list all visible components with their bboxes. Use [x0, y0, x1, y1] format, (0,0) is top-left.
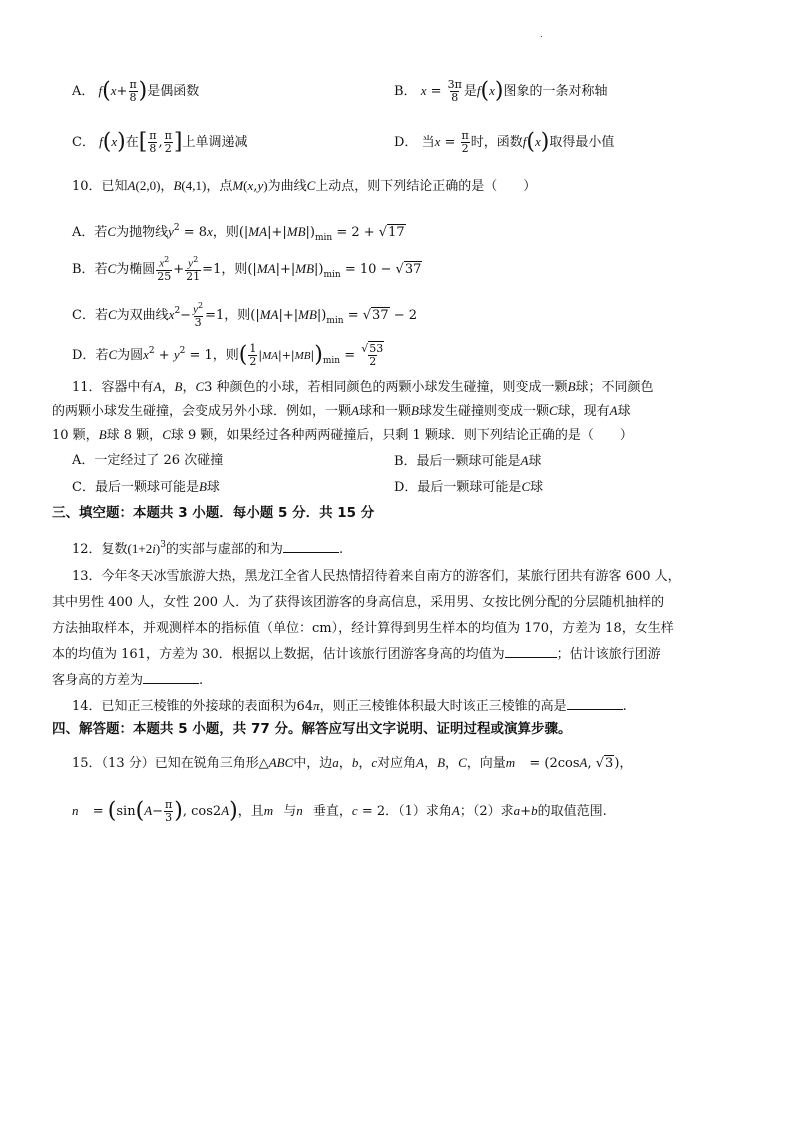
q12: 12．复数$(1+2i)^3$的实部与虚部的和为 .: [72, 540, 344, 557]
q10-option-a: A．若C为抛物线$y^2 = 8x$，则$(|MA|+|MB|)_{min} = 2 + √17$: [72, 223, 405, 243]
q15-line-2: n⃗ = (sin(A− $\frac{\pi}{3}$ ), cos2A)，且m⃗与n⃗垂直，c = 2．（1）求角A；（2）求a+b的取值范围.: [72, 798, 607, 824]
q9-option-b: B． x = $\frac{3\pi}{8}$ 是f(x)图象的一条对称轴: [394, 78, 608, 104]
q11-line-2: 的两颗小球发生碰撞，会变成另外小球．例如，一颗A球和一颗B球发生碰撞则变成一颗C球，现有A球: [52, 403, 631, 419]
q10-option-b: B．若C为椭圆 $\frac{x^2}{25}$ + $\frac{y^2}{21}$ =1，则$(|MA|+|MB|)_{min} = 10 - √37$: [72, 255, 422, 284]
q13-line-1: 13．今年冬天冰雪旅游大热，黑龙江全省人民热情招待着来自南方的游客们，某旅行团共有游客 600 人，: [72, 569, 681, 584]
q13-line-4: 本的均值为 161，方差为 30．根据以上数据，估计该旅行团游客身高的均值为 ；估计该旅行团游: [52, 647, 661, 662]
q9-option-c: C． f(x)在[ $\frac{\pi}{8}$ , $\frac{\pi}{2}$ ]上单调递减: [72, 129, 248, 155]
q10-option-c: C．若C为双曲线$x^2-$ $\frac{y^2}{3}$ =1，则$(|MA|+|MB|)_{min} = √37 - 2$: [72, 301, 418, 330]
q13-line-3: 方法抽取样本，并观测样本的指标值（单位：cm），经计算得到男生样本的均值为 170，方差为 18，女生样: [52, 621, 674, 636]
q11-option-a: A．一定经过了 26 次碰撞: [72, 453, 224, 468]
q11-option-d: D．最后一颗球可能是C球: [394, 479, 544, 495]
q11-option-b: B．最后一颗球可能是A球: [394, 453, 542, 469]
section-3-heading: 三、填空题：本题共 3 小题．每小题 5 分．共 15 分: [52, 505, 375, 521]
section-4-heading: 四、解答题：本题共 5 小题，共 77 分。解答应写出文字说明、证明过程或演算步骤。: [52, 721, 572, 737]
q13-line-5: 客身高的方差为 .: [52, 673, 204, 688]
q11-line-3: 10 颗，B球 8 颗，C球 9 颗，如果经过各种两两碰撞后，只剩 1 颗球．则下列结论正确的是（ ）: [52, 427, 633, 443]
q10-option-d: D．若C为圆$x^2 + y^2 = 1$，则( $\frac{1}{2}$ $|MA|+|MB|)_{min}$ = $\frac{√53}{2}$: [72, 342, 384, 368]
q11-line-1: 11．容器中有A，B，C3 种颜色的小球，若相同颜色的两颗小球发生碰撞，则变成一颗B球；不同颜色: [72, 379, 654, 395]
q10-stem: 10．已知A(2,0)，B(4,1)，点M(x,y)为曲线C上动点，则下列结论正确的是（ ）: [72, 178, 537, 194]
q9-option-d: D． 当x = $\frac{\pi}{2}$ 时，函数f(x)取得最小值: [394, 129, 615, 155]
q11-option-c: C．最后一颗球可能是B球: [72, 479, 220, 495]
q15-line-1: 15．（13 分）已知在锐角三角形△ABC中，边a，b，c对应角A，B，C，向量m⃗ = (2cosA, √3)，: [72, 755, 633, 771]
q9-option-a: A． f(x+ $\frac{\pi}{8}$ )是偶函数: [72, 78, 200, 104]
corner-mark: .: [540, 30, 543, 39]
q14: 14．已知正三棱锥的外接球的表面积为64π，则正三棱锥体积最大时该正三棱锥的高是 .: [72, 698, 627, 714]
q13-line-2: 其中男性 400 人，女性 200 人．为了获得该团游客的身高信息，采用男、女按比例分配的分层随机抽样的: [52, 595, 665, 610]
